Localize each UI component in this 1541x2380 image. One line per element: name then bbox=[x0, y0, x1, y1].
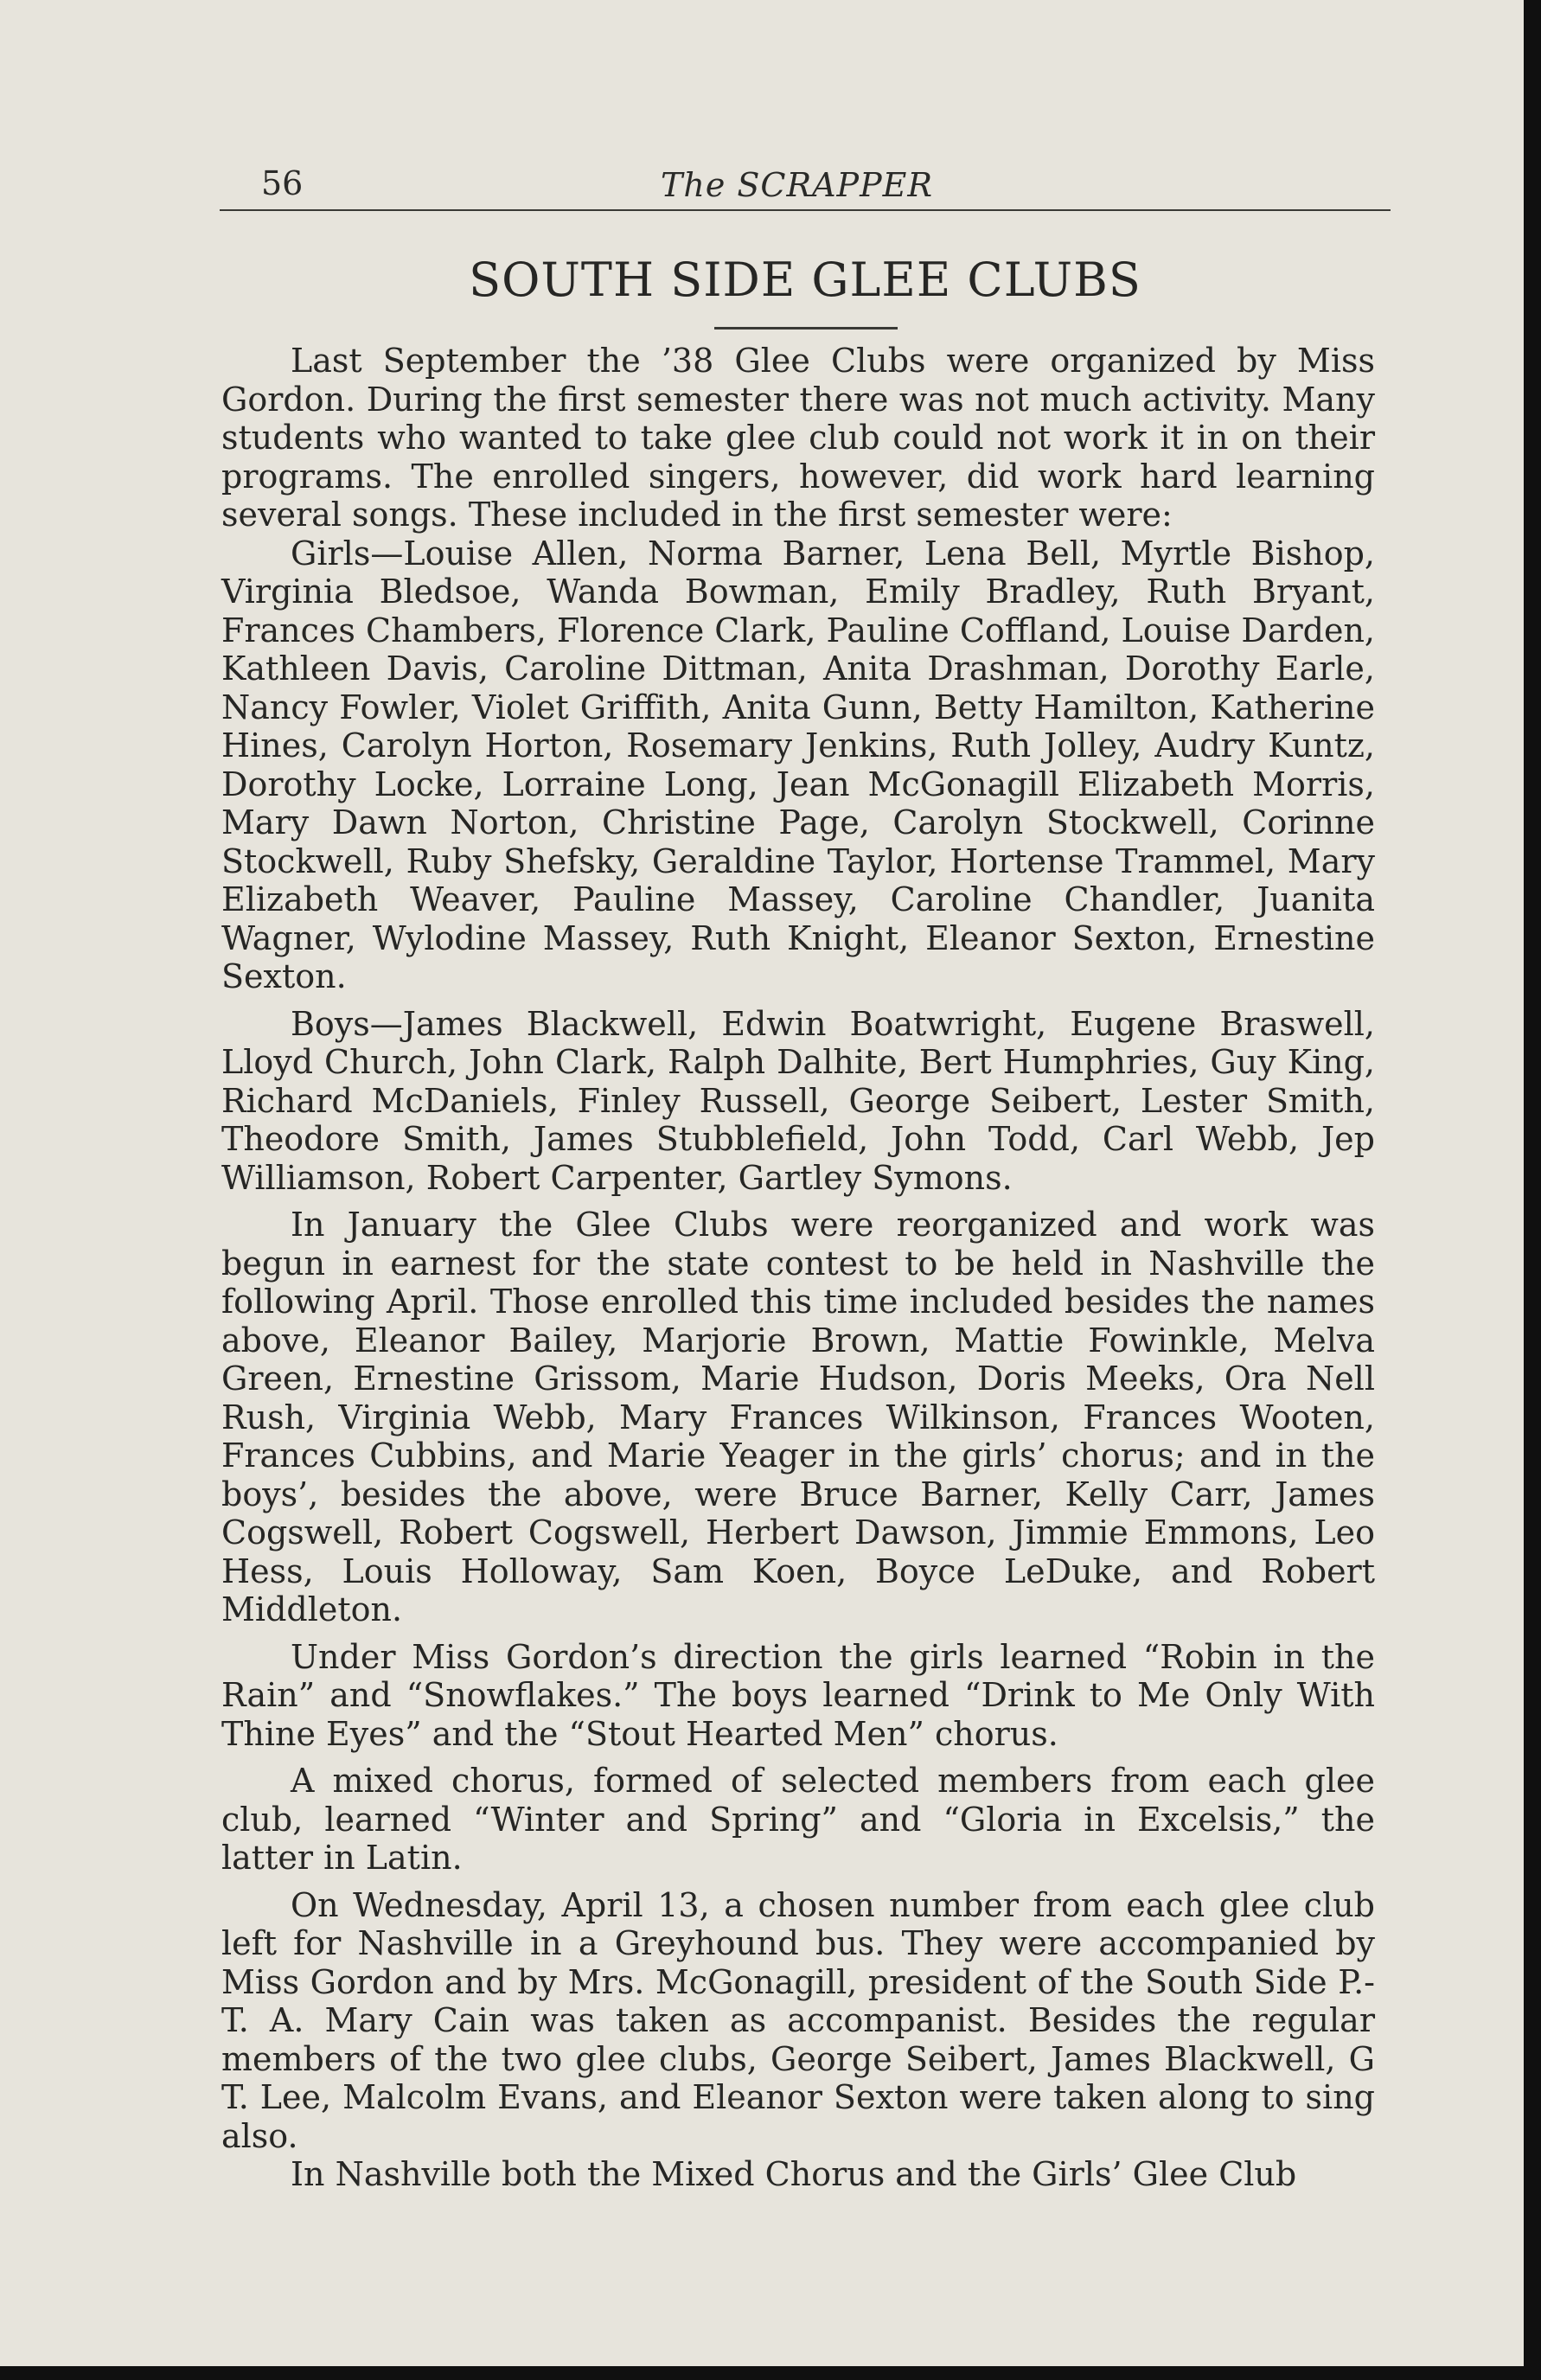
paragraph-intro: Last September the ’38 Glee Clubs were organized by Miss Gordon. During the first semester there was not much activity. Many students who wanted to take glee club could not work it in on their programs. The enrolled singers, however, did work hard learning several songs. These included in the first semester were: bbox=[221, 342, 1375, 534]
paragraph-nashville-contest: In Nashville both the Mixed Chorus and the Girls’ Glee Club bbox=[291, 2155, 1297, 2193]
paragraph-songs: Under Miss Gordon’s direction the girls learned “Robin in the Rain” and “Snowflakes.” The boys learned “Drink to Me Only With Thine Eyes” and the “Stout Hearted Men” chorus. bbox=[221, 1637, 1375, 1753]
paragraph-mixed-chorus: A mixed chorus, formed of selected members from each glee club, learned “Winter and Spring” and “Gloria in Excelsis,” the latter in Latin. bbox=[221, 1762, 1375, 1877]
title-underline bbox=[714, 327, 898, 329]
scan-border-bottom bbox=[0, 2366, 1541, 2380]
paragraph-girls-list: Girls—Louise Allen, Norma Barner, Lena Bell, Myrtle Bishop, Virginia Bledsoe, Wanda Bowman, Emily Bradley, Ruth Bryant, Frances Chambers, Florence Clark, Pauline Coffland, Louise Darden, Kathleen Davis, Caroline Dittman, Anita Drashman, Dorothy Earle, Nancy Fowler, Violet Griffith, Anita Gunn, Betty Hamilton, Katherine Hines, Carolyn Horton, Rosemary Jenkins, Ruth Jolley, Audry Kuntz, Dorothy Locke, Lorraine Long, Jean McGonagill Elizabeth Morris, Mary Dawn Norton, Christine Page, Carolyn Stockwell, Corinne Stockwell, Ruby Shefsky, Geraldine Taylor, Hortense Trammel, Mary Elizabeth Weaver, Pauline Massey, Caroline Chandler, Juanita Wagner, Wylodine Massey, Ruth Knight, Eleanor Sexton, Ernestine Sexton. bbox=[221, 534, 1376, 995]
scan-border-right bbox=[1524, 0, 1541, 2380]
paragraph-boys-list: Boys—James Blackwell, Edwin Boatwright, Eugene Braswell, Lloyd Church, John Clark, Ralph Dalhite, Bert Humphries, Guy King, Richard McDaniels, Finley Russell, George Seibert, Lester Smith, Theodore Smith, James Stubblefield, John Todd, Carl Webb, Jep Williamson, Robert Carpenter, Gartley Symons. bbox=[221, 1004, 1375, 1197]
publication-title: The SCRAPPER bbox=[661, 166, 934, 204]
article-title: SOUTH SIDE GLEE CLUBS bbox=[469, 253, 1141, 307]
header-rule bbox=[220, 209, 1391, 211]
paragraph-nashville-trip: On Wednesday, April 13, a chosen number from each glee club left for Nashville in a Greyhound bus. They were accompanied by Miss Gordon and by Mrs. McGonagill, president of the South Side P.-T. A. Mary Cain was taken as accompanist. Besides the regular members of the two glee clubs, George Seibert, James Blackwell, G T. Lee, Malcolm Evans, and Eleanor Sexton were taken along to sing also. bbox=[221, 1885, 1375, 2155]
page-number: 56 bbox=[261, 164, 304, 202]
paragraph-reorganization: In January the Glee Clubs were reorganized and work was begun in earnest for the state contest to be held in Nashville the following April. Those enrolled this time included besides the names above, Eleanor Bailey, Marjorie Brown, Mattie Fowinkle, Melva Green, Ernestine Grissom, Marie Hudson, Doris Meeks, Ora Nell Rush, Virginia Webb, Mary Frances Wilkinson, Frances Wooten, Frances Cubbins, and Marie Yeager in the girls’ chorus; and in the boys’, besides the above, were Bruce Barner, Kelly Carr, James Cogswell, Robert Cogswell, Herbert Dawson, Jimmie Emmons, Leo Hess, Louis Holloway, Sam Koen, Boyce LeDuke, and Robert Middleton. bbox=[221, 1206, 1375, 1628]
article-body bbox=[221, 342, 1375, 2203]
running-header bbox=[220, 161, 1391, 214]
